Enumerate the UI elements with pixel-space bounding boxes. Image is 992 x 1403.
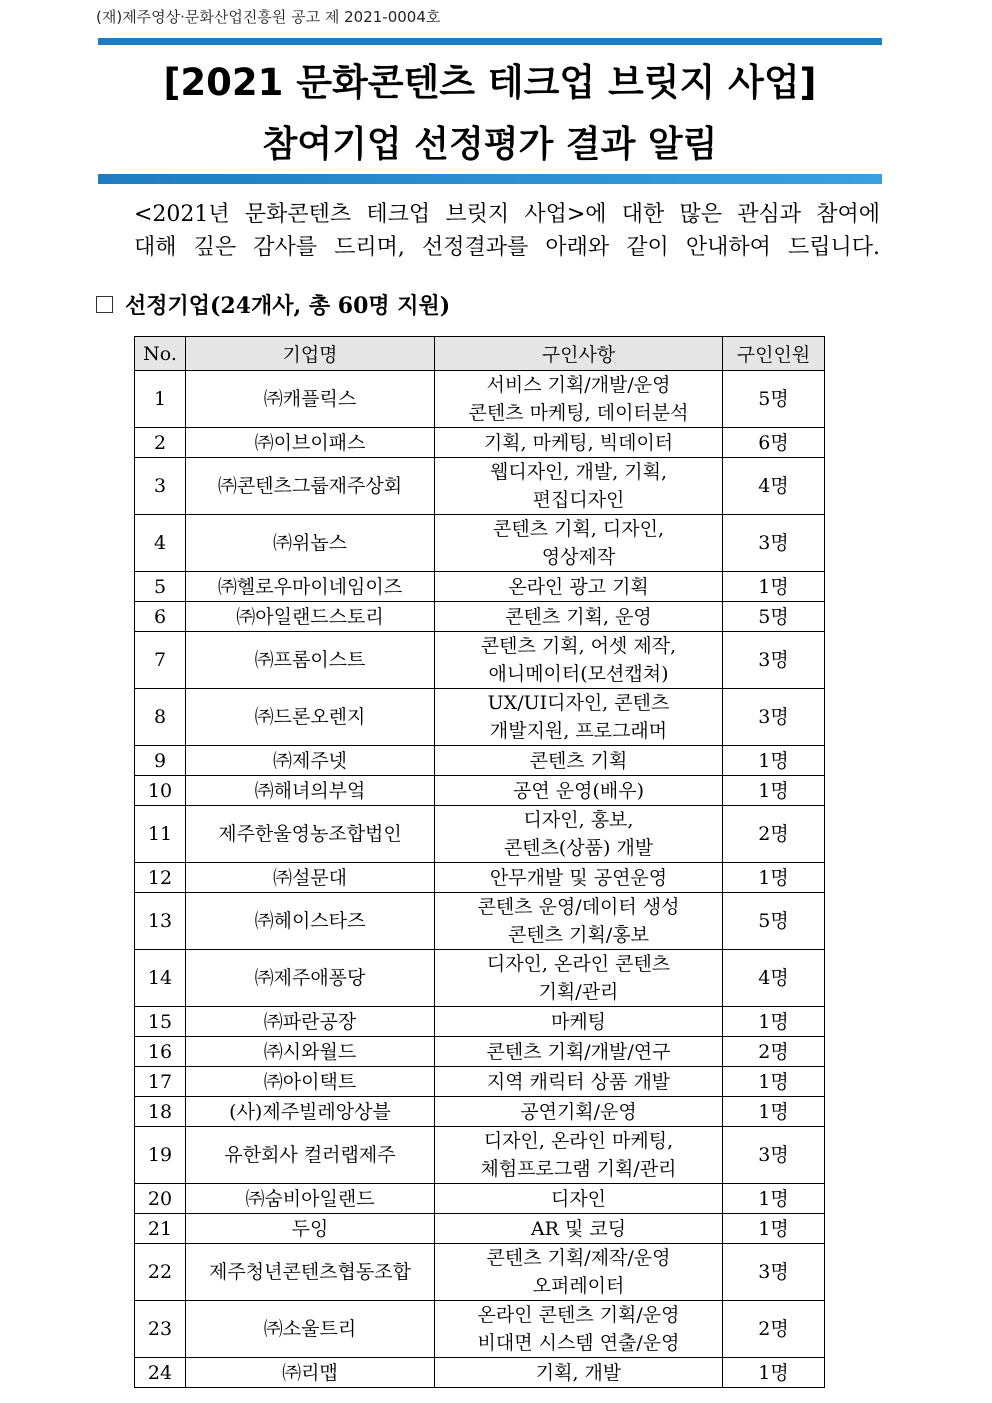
- header-company: 기업명: [186, 337, 435, 371]
- row-no: 7: [135, 632, 186, 689]
- job-line: 체험프로그램 기획/관리: [480, 1158, 677, 1180]
- row-no: 23: [135, 1301, 186, 1358]
- row-job-description: [435, 776, 723, 806]
- row-no: 22: [135, 1244, 186, 1301]
- row-hire-count: 2명: [723, 806, 825, 863]
- checkbox-square-icon: [96, 296, 113, 313]
- row-job-description: [435, 893, 723, 950]
- job-line: 지역 캐릭터 상품 개발: [486, 1070, 671, 1093]
- row-hire-count: 5명: [723, 371, 825, 428]
- table-row: [135, 689, 825, 746]
- row-company-name: 두잉: [186, 1214, 435, 1244]
- title-bottom-bar: [98, 174, 882, 184]
- row-company-name: ㈜헤이스타즈: [186, 893, 435, 950]
- table-row: [135, 1127, 825, 1184]
- row-company-name: ㈜제주애퐁당: [186, 950, 435, 1007]
- table-row: [135, 515, 825, 572]
- intro-paragraph: [134, 198, 880, 264]
- table-row: [135, 602, 825, 632]
- row-hire-count: 1명: [723, 572, 825, 602]
- job-line: 콘텐츠(상품) 개발: [503, 837, 654, 859]
- job-line: 웹디자인, 개발, 기획,: [489, 461, 668, 483]
- row-no: 21: [135, 1214, 186, 1244]
- row-hire-count: 4명: [723, 950, 825, 1007]
- row-job-description: [435, 1067, 723, 1097]
- table-row: [135, 893, 825, 950]
- job-line: 디자인, 온라인 마케팅,: [483, 1130, 674, 1152]
- job-line: 디자인, 홍보,: [523, 809, 634, 831]
- job-line: 영상제작: [541, 546, 616, 568]
- table-row: [135, 632, 825, 689]
- row-hire-count: 3명: [723, 632, 825, 689]
- row-no: 8: [135, 689, 186, 746]
- job-line: 기획, 마케팅, 빅데이터: [483, 431, 674, 454]
- table-row: [135, 1067, 825, 1097]
- row-hire-count: 3명: [723, 689, 825, 746]
- job-line: 콘텐츠 마케팅, 데이터분석: [468, 402, 689, 424]
- row-job-description: [435, 632, 723, 689]
- row-no: 12: [135, 863, 186, 893]
- row-job-description: [435, 689, 723, 746]
- row-company-name: ㈜해녀의부엌: [186, 776, 435, 806]
- row-job-description: [435, 1358, 723, 1388]
- job-line: 콘텐츠 기획: [529, 749, 628, 772]
- job-line: 개발지원, 프로그래머: [489, 720, 668, 742]
- row-job-description: [435, 950, 723, 1007]
- page-title-line2: 참여기업 선정평가 결과 알림: [262, 124, 718, 165]
- row-job-description: [435, 458, 723, 515]
- row-job-description: [435, 371, 723, 428]
- row-hire-count: 1명: [723, 1358, 825, 1388]
- table-row: [135, 1358, 825, 1388]
- job-line: 기획/관리: [538, 981, 619, 1003]
- row-hire-count: 4명: [723, 458, 825, 515]
- row-job-description: [435, 1184, 723, 1214]
- row-no: 9: [135, 746, 186, 776]
- table-row: [135, 1097, 825, 1127]
- row-company-name: ㈜제주넷: [186, 746, 435, 776]
- row-company-name: ㈜아일랜드스토리: [186, 602, 435, 632]
- row-hire-count: 2명: [723, 1301, 825, 1358]
- row-job-description: [435, 1301, 723, 1358]
- row-company-name: ㈜이브이패스: [186, 428, 435, 458]
- job-line: 콘텐츠 운영/데이터 생성: [477, 896, 680, 918]
- row-hire-count: 1명: [723, 1184, 825, 1214]
- job-line: 콘텐츠 기획, 어셋 제작,: [480, 635, 677, 657]
- row-company-name: ㈜캐플릭스: [186, 371, 435, 428]
- row-no: 19: [135, 1127, 186, 1184]
- row-hire-count: 1명: [723, 1214, 825, 1244]
- row-hire-count: 1명: [723, 1007, 825, 1037]
- table-row: [135, 1244, 825, 1301]
- row-company-name: (사)제주빌레앙상블: [186, 1097, 435, 1127]
- table-row: [135, 806, 825, 863]
- row-hire-count: 1명: [723, 1067, 825, 1097]
- header-no: No.: [135, 337, 186, 371]
- row-no: 4: [135, 515, 186, 572]
- job-line: UX/UI디자인, 콘텐츠: [487, 692, 670, 714]
- row-job-description: [435, 1214, 723, 1244]
- row-job-description: [435, 572, 723, 602]
- intro-line-1: <2021년 문화콘텐츠 테크업 브릿지 사업>에 대한 많은 관심과 참여에: [134, 202, 880, 227]
- row-job-description: [435, 1097, 723, 1127]
- row-job-description: [435, 863, 723, 893]
- row-hire-count: 3명: [723, 1127, 825, 1184]
- selected-companies-table: [134, 336, 825, 1388]
- job-line: 애니메이터(모션캡쳐): [488, 663, 669, 685]
- row-company-name: ㈜리맵: [186, 1358, 435, 1388]
- row-company-name: ㈜위놉스: [186, 515, 435, 572]
- row-no: 20: [135, 1184, 186, 1214]
- row-hire-count: 6명: [723, 428, 825, 458]
- row-job-description: [435, 602, 723, 632]
- job-line: 공연 운영(배우): [513, 779, 644, 802]
- row-no: 18: [135, 1097, 186, 1127]
- job-line: 기획, 개발: [535, 1361, 622, 1384]
- job-line: 비대면 시스템 연출/운영: [477, 1332, 680, 1354]
- row-no: 2: [135, 428, 186, 458]
- row-hire-count: 3명: [723, 515, 825, 572]
- table-row: [135, 458, 825, 515]
- row-company-name: ㈜소울트리: [186, 1301, 435, 1358]
- table-row: [135, 371, 825, 428]
- job-line: 오퍼레이터: [532, 1275, 625, 1297]
- job-line: 콘텐츠 기획, 디자인,: [493, 518, 664, 540]
- job-line: 온라인 광고 기획: [508, 575, 649, 598]
- row-no: 11: [135, 806, 186, 863]
- job-line: 디자인: [550, 1187, 607, 1210]
- row-job-description: [435, 746, 723, 776]
- table-row: [135, 1007, 825, 1037]
- job-line: AR 및 코딩: [530, 1217, 627, 1240]
- header-count: 구인인원: [723, 337, 825, 371]
- row-company-name: ㈜시와월드: [186, 1037, 435, 1067]
- row-company-name: ㈜프롬이스트: [186, 632, 435, 689]
- row-hire-count: 2명: [723, 1037, 825, 1067]
- job-line: 마케팅: [550, 1010, 607, 1033]
- row-hire-count: 1명: [723, 776, 825, 806]
- row-hire-count: 3명: [723, 1244, 825, 1301]
- row-job-description: [435, 1244, 723, 1301]
- intro-line-2: 대해 깊은 감사를 드리며, 선정결과를 아래와 같이 안내하여 드립니다.: [134, 235, 880, 260]
- row-company-name: ㈜드론오렌지: [186, 689, 435, 746]
- table-row: [135, 1037, 825, 1067]
- job-line: 서비스 기획/개발/운영: [486, 374, 671, 396]
- section-heading-text: 선정기업(24개사, 총 60명 지원): [125, 293, 451, 319]
- table-row: [135, 572, 825, 602]
- job-line: 콘텐츠 기획/홍보: [508, 924, 649, 946]
- row-company-name: 유한회사 컬러랩제주: [186, 1127, 435, 1184]
- job-line: 온라인 콘텐츠 기획/운영: [477, 1304, 680, 1326]
- job-line: 디자인, 온라인 콘텐츠: [486, 953, 671, 975]
- row-company-name: ㈜설문대: [186, 863, 435, 893]
- row-job-description: [435, 515, 723, 572]
- row-no: 6: [135, 602, 186, 632]
- row-job-description: [435, 806, 723, 863]
- table-row: [135, 428, 825, 458]
- table-row: [135, 776, 825, 806]
- title-top-bar: [98, 38, 882, 45]
- row-company-name: ㈜숨비아일랜드: [186, 1184, 435, 1214]
- job-line: 콘텐츠 기획/개발/연구: [486, 1040, 671, 1063]
- row-no: 17: [135, 1067, 186, 1097]
- row-hire-count: 5명: [723, 893, 825, 950]
- row-job-description: [435, 1037, 723, 1067]
- table-row: [135, 1214, 825, 1244]
- table-row: [135, 1301, 825, 1358]
- row-no: 15: [135, 1007, 186, 1037]
- row-job-description: [435, 1127, 723, 1184]
- row-no: 10: [135, 776, 186, 806]
- table-header-row: [135, 337, 825, 371]
- notice-number: (재)제주영상·문화산업진흥원 공고 제 2021-0004호: [96, 8, 441, 26]
- row-job-description: [435, 1007, 723, 1037]
- row-no: 1: [135, 371, 186, 428]
- row-hire-count: 1명: [723, 1097, 825, 1127]
- section-heading: [96, 289, 450, 320]
- table-row: [135, 863, 825, 893]
- row-company-name: 제주청년콘텐츠협동조합: [186, 1244, 435, 1301]
- table-row: [135, 746, 825, 776]
- page-title-line1: [2021 문화콘텐츠 테크업 브릿지 사업]: [163, 61, 817, 104]
- row-company-name: 제주한울영농조합법인: [186, 806, 435, 863]
- row-no: 14: [135, 950, 186, 1007]
- row-no: 13: [135, 893, 186, 950]
- row-no: 24: [135, 1358, 186, 1388]
- job-line: 안무개발 및 공연운영: [489, 866, 668, 889]
- header-job: 구인사항: [435, 337, 723, 371]
- job-line: 콘텐츠 기획/제작/운영: [486, 1247, 671, 1269]
- row-no: 5: [135, 572, 186, 602]
- job-line: 콘텐츠 기획, 운영: [505, 605, 652, 628]
- row-company-name: ㈜아이택트: [186, 1067, 435, 1097]
- row-company-name: ㈜헬로우마이네임이즈: [186, 572, 435, 602]
- job-line: 편집디자인: [532, 489, 625, 511]
- row-no: 3: [135, 458, 186, 515]
- table-row: [135, 1184, 825, 1214]
- row-hire-count: 5명: [723, 602, 825, 632]
- job-line: 공연기획/운영: [520, 1100, 637, 1123]
- table-row: [135, 950, 825, 1007]
- row-hire-count: 1명: [723, 746, 825, 776]
- row-job-description: [435, 428, 723, 458]
- row-hire-count: 1명: [723, 863, 825, 893]
- row-company-name: ㈜파란공장: [186, 1007, 435, 1037]
- row-no: 16: [135, 1037, 186, 1067]
- row-company-name: ㈜콘텐츠그룹재주상회: [186, 458, 435, 515]
